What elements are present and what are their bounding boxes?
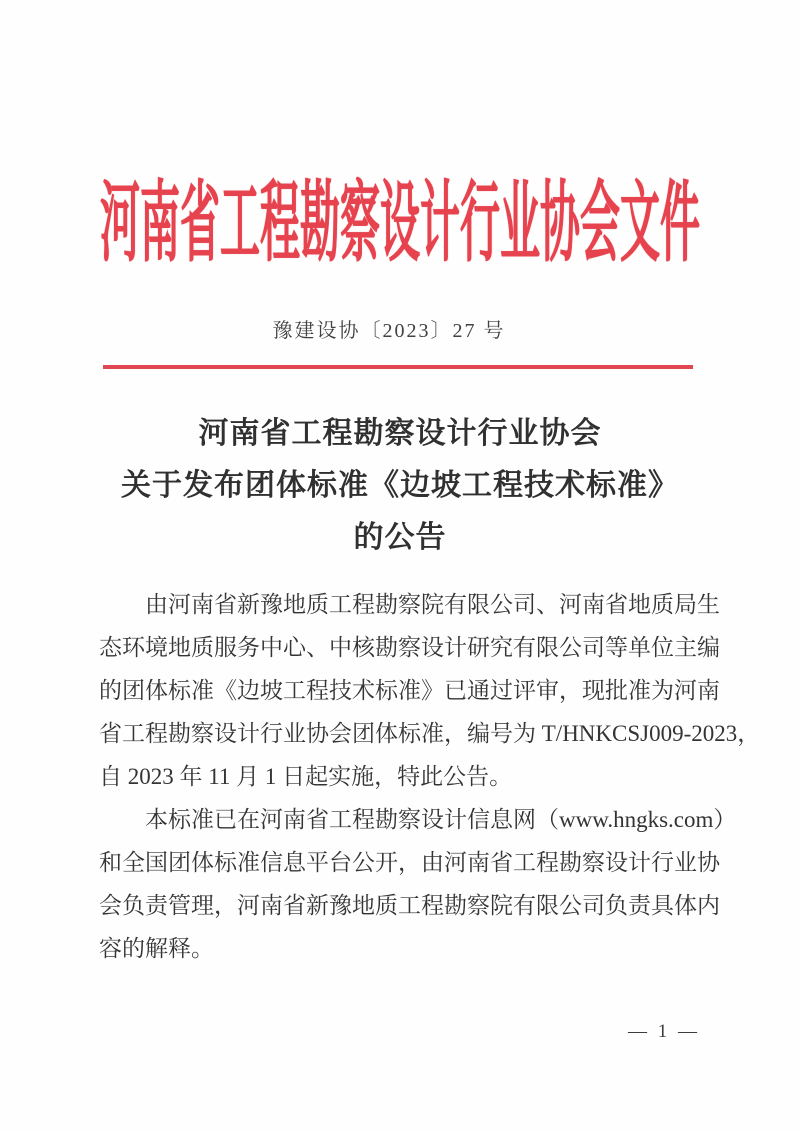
document-header [0,160,800,272]
body-line: 本标准已在河南省工程勘察设计信息网（www.hngks.com） [145,807,737,832]
notice-title-line-3: 的公告 [353,521,447,554]
body-line: 由河南省新豫地质工程勘察院有限公司、河南省地质局生 [145,592,720,617]
notice-title [0,408,800,564]
document-header-title: 河南省工程勘察设计行业协会文件 [100,173,700,273]
body-line: 自 2023 年 11 月 1 日起实施，特此公告。 [99,764,513,789]
page-number: — 1 — [628,1021,700,1042]
notice-title-line-1: 河南省工程勘察设计行业协会 [198,417,602,450]
red-divider-rule [103,365,693,369]
body-line: 会负责管理，河南省新豫地质工程勘察院有限公司负责具体内 [99,893,720,918]
body-line: 省工程勘察设计行业协会团体标准，编号为 T/HNKCSJ009-2023， [99,721,761,746]
body-line: 容的解释。 [99,936,214,961]
paragraph-1 [99,583,761,798]
document-body [99,583,761,970]
notice-title-line-2: 关于发布团体标准《边坡工程技术标准》 [121,469,679,502]
body-line: 的团体标准《边坡工程技术标准》已通过评审，现批准为河南 [99,678,720,703]
body-line: 和全国团体标准信息平台公开，由河南省工程勘察设计行业协 [99,850,720,875]
paragraph-2 [99,798,737,970]
document-number: 豫建设协〔2023〕27 号 [272,320,506,342]
body-line: 态环境地质服务中心、中核勘察设计研究有限公司等单位主编 [99,635,720,660]
